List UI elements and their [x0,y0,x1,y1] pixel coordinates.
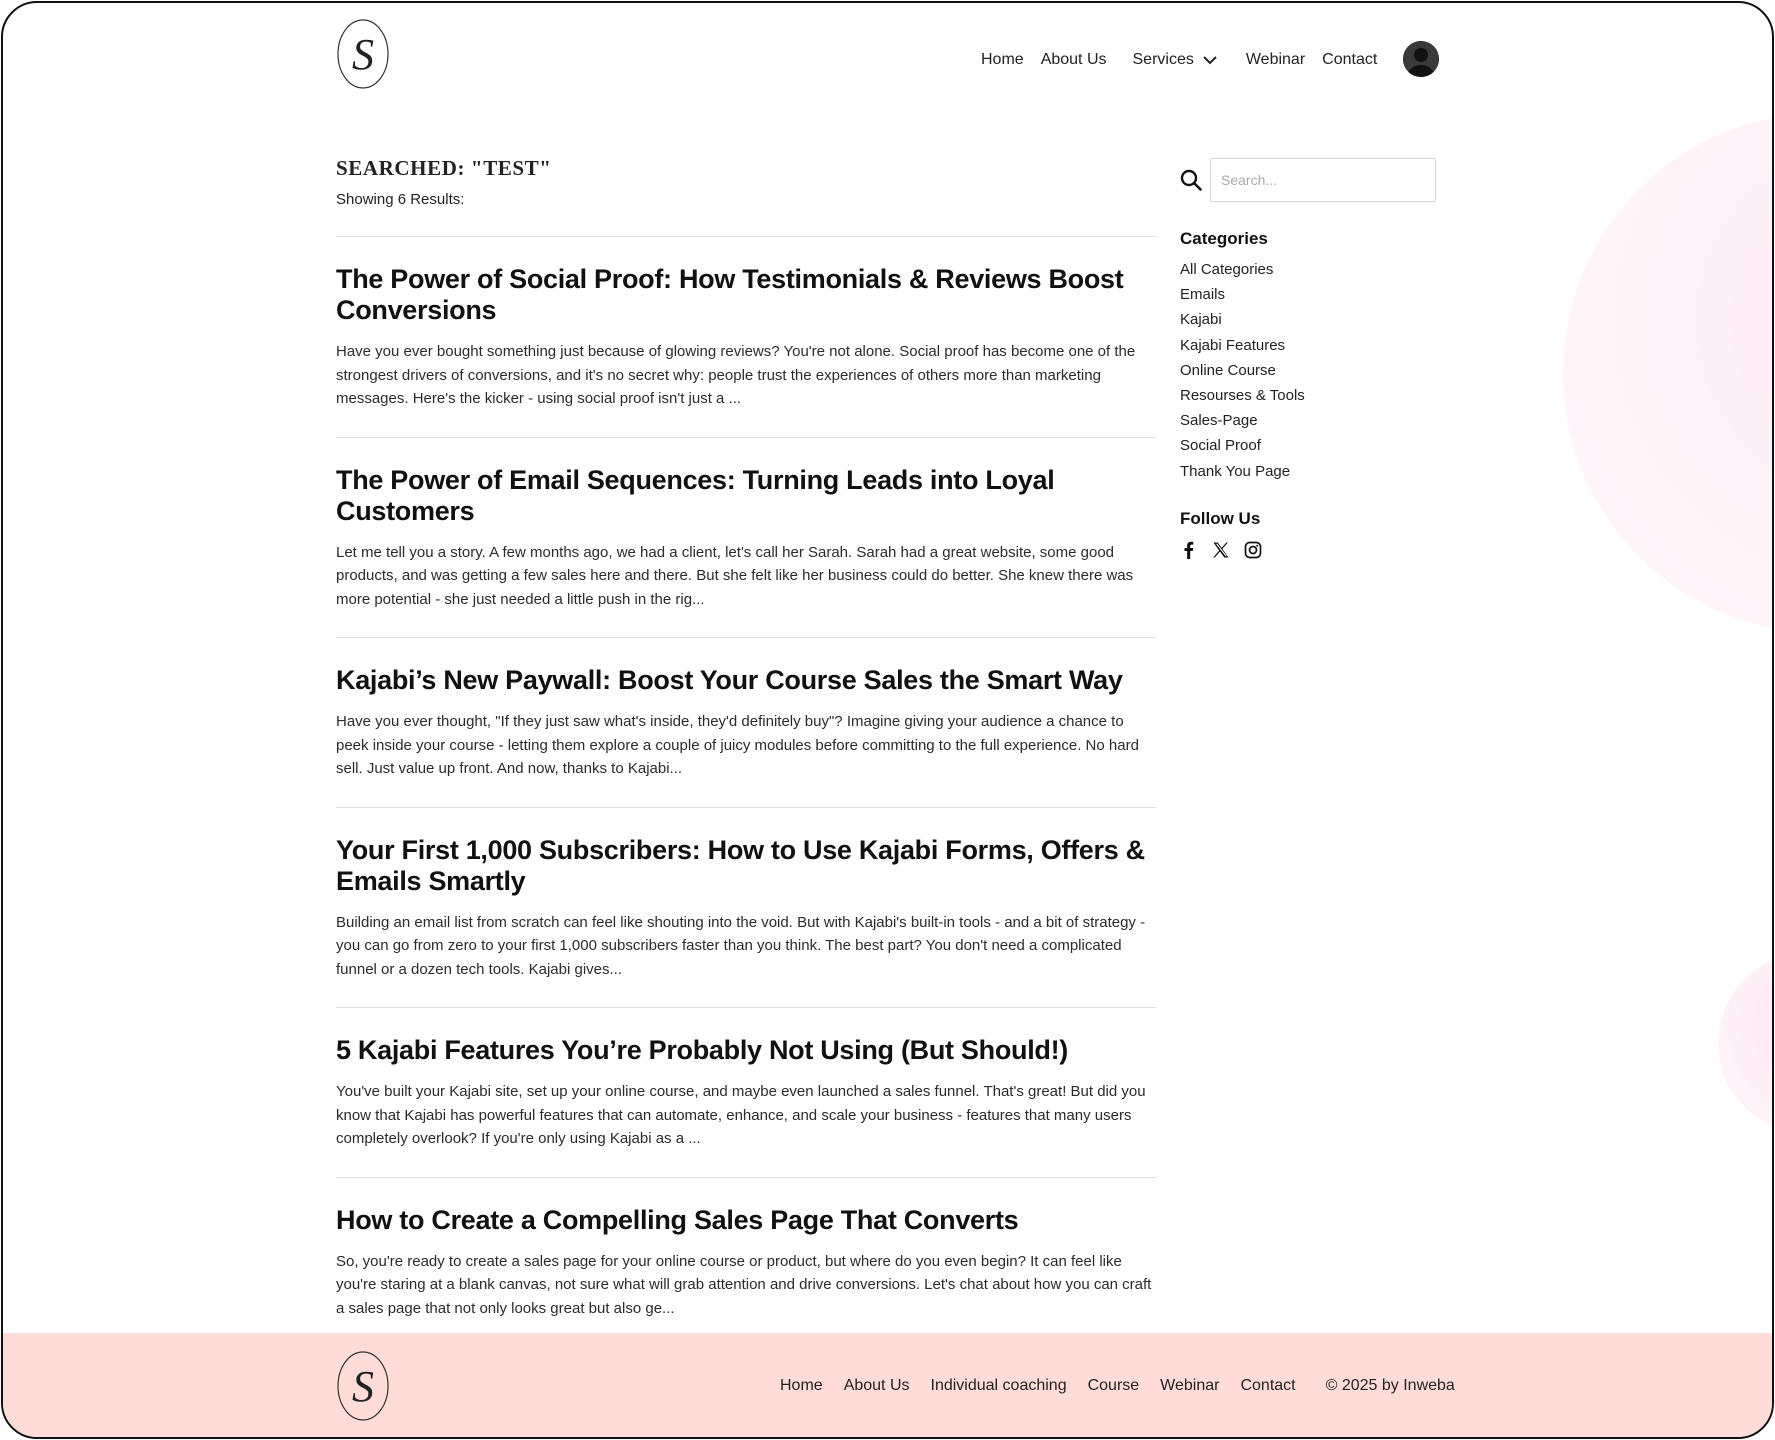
post-title[interactable]: How to Create a Compelling Sales Page That Converts [336,1204,1019,1235]
search-results [336,156,1156,1346]
category-link[interactable]: Thank You Page [1180,462,1291,480]
svg-text:S: S [352,30,374,79]
nav-services-label: Services [1132,51,1194,68]
category-link[interactable]: Online Course [1180,361,1276,379]
footer-nav [780,1377,1455,1395]
list-item[interactable] [336,807,1156,1008]
facebook-icon[interactable] [1180,541,1198,559]
social-links [1180,541,1436,559]
post-excerpt: Let me tell you a story. A few months ago, we had a client, let's call her Sarah. Sarah had a great website, some good products, and was getting a few sales here and there. But she felt like her business could do better. She knew there was more potential - she just needed a little push in the rig... [336,543,1134,608]
instagram-icon[interactable] [1244,541,1262,559]
search-input[interactable] [1210,158,1436,202]
categories-list [1180,257,1436,484]
post-title[interactable]: Kajabi’s New Paywall: Boost Your Course Sales the Smart Way [336,665,1123,695]
nav-contact[interactable]: Contact [1322,51,1378,68]
nav-about-us[interactable]: About Us [1040,51,1107,68]
category-link[interactable]: Kajabi [1180,311,1222,329]
category-link[interactable]: Emails [1180,286,1226,304]
decorative-circle-small [1718,953,1774,1133]
logo-icon[interactable] [336,17,390,91]
sidebar [1180,158,1436,559]
post-title[interactable]: The Power of Email Sequences: Turning Leads into Loyal Customers [336,464,1055,526]
nav-services[interactable] [1133,51,1218,69]
page-title: SEARCHED: "TEST" [336,156,552,180]
avatar[interactable] [1403,41,1439,77]
post-title[interactable]: 5 Kajabi Features You’re Probably Not Using (But Should!) [336,1035,1068,1065]
nav-home[interactable]: Home [981,51,1024,68]
nav-webinar[interactable]: Webinar [1245,51,1306,68]
footer-nav-contact[interactable]: Contact [1240,1377,1296,1394]
list-item[interactable] [336,1177,1156,1347]
category-link[interactable]: Kajabi Features [1180,336,1286,354]
post-excerpt: Have you ever bought something just because of glowing reviews? You're not alone. Social proof has become one of the strongest drivers of conversions, and it's no secret why: people trust the experiences of others more than marketing messages. Here's the kicker - using social proof isn't just a ... [336,343,1136,407]
list-item[interactable] [336,637,1156,807]
x-icon[interactable] [1212,541,1230,559]
post-title[interactable]: Your First 1,000 Subscribers: How to Use Kajabi Forms, Offers & Emails Smartly [336,834,1145,896]
user-avatar-icon [1403,41,1439,77]
page-frame [1,1,1774,1439]
site-header [3,3,1772,103]
site-footer [3,1333,1772,1439]
category-link[interactable]: Sales-Page [1180,412,1258,430]
list-item[interactable] [336,437,1156,638]
list-item[interactable] [336,236,1156,437]
svg-text:S: S [352,1362,374,1411]
results-list [336,236,1156,1346]
list-item[interactable] [336,1007,1156,1177]
footer-nav-individual-coaching[interactable]: Individual coaching [930,1377,1067,1394]
copyright-text: © 2025 by Inweba [1325,1377,1455,1394]
footer-logo-icon[interactable] [336,1349,390,1423]
post-excerpt: Building an email list from scratch can feel like shouting into the void. But with Kajabi's built-in tools - and a bit of strategy - you can go from zero to your first 1,000 subscribers faster than you think. The best part? You don't need a complicated funnel or a dozen tech tools. Kajabi gives... [336,913,1146,978]
footer-nav-home[interactable]: Home [780,1377,823,1394]
category-link[interactable]: Resourses & Tools [1180,387,1305,405]
post-excerpt: You've built your Kajabi site, set up your online course, and maybe even launched a sales funnel. That's great! But did you know that Kajabi has powerful features that can automate, enhance, and scale your business - features that many users completely overlook? If you're only using Kajabi as a ... [336,1083,1146,1147]
post-excerpt: Have you ever thought, "If they just saw what's inside, they'd definitely buy"? Imagine giving your audience a chance to peek inside your course - letting them explore a couple of juicy modules before committing to the full experience. No hard sell. Just value up front. And now, thanks to Kajabi... [336,713,1139,777]
search-box [1180,158,1436,202]
post-excerpt: So, you're ready to create a sales page for your online course or product, but where do you even begin? It can feel like you're staring at a blank canvas, not sure what will grab attention and drive conversions. Let's chat about how you can craft a sales page that not only looks great but also ge... [336,1252,1152,1317]
follow-heading: Follow Us [1180,508,1261,528]
categories-heading: Categories [1180,229,1268,248]
category-link[interactable]: All Categories [1180,261,1274,278]
chevron-down-icon [1202,55,1218,65]
search-icon[interactable] [1180,169,1202,191]
footer-nav-webinar[interactable]: Webinar [1160,1377,1220,1394]
decorative-circle [1563,113,1774,633]
category-link[interactable]: Social Proof [1180,437,1261,455]
post-title[interactable]: The Power of Social Proof: How Testimonials & Reviews Boost Conversions [336,264,1124,325]
footer-nav-about-us[interactable]: About Us [843,1377,910,1394]
main-nav [981,43,1439,77]
footer-nav-course[interactable]: Course [1087,1377,1140,1394]
result-count: Showing 6 Results: [336,191,465,208]
